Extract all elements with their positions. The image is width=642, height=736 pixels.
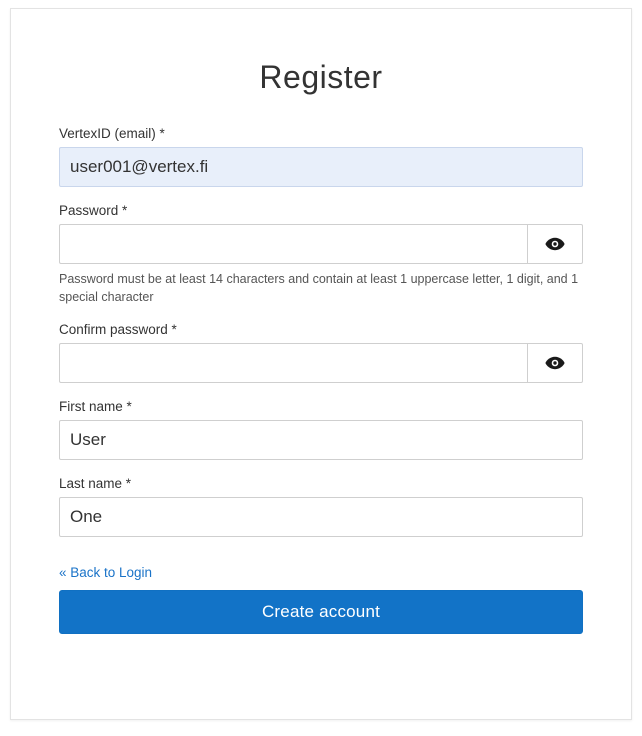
register-card-inner (11, 9, 631, 634)
first-name-input[interactable] (59, 420, 583, 460)
password-label: Password * (59, 203, 128, 218)
confirm-password-label: Confirm password * (59, 322, 177, 338)
field-vertexid (59, 126, 583, 187)
confirm-password-input-wrap (59, 343, 583, 383)
field-password (59, 203, 583, 306)
first-name-input-wrap (59, 420, 583, 460)
field-confirm-password (59, 322, 583, 383)
confirm-password-visibility-toggle[interactable] (527, 343, 583, 383)
password-visibility-toggle[interactable] (527, 224, 583, 264)
page-title: Register (259, 59, 383, 95)
last-name-label: Last name * (59, 476, 132, 492)
eye-icon (545, 356, 565, 370)
password-input[interactable] (59, 224, 527, 264)
password-help-text: Password must be at least 14 characters and contain at least 1 uppercase letter, 1 digit, and 1 special character (59, 272, 579, 305)
password-input-wrap (59, 224, 583, 264)
vertexid-label: VertexID (email) * (59, 126, 165, 141)
register-card (10, 8, 632, 720)
last-name-input-wrap (59, 497, 583, 537)
vertexid-input-wrap (59, 147, 583, 187)
vertexid-input[interactable] (59, 147, 583, 187)
field-first-name (59, 399, 583, 460)
field-last-name (59, 476, 583, 537)
first-name-label: First name * (59, 399, 132, 415)
last-name-input[interactable] (59, 497, 583, 537)
create-account-button[interactable]: Create account (59, 590, 583, 634)
confirm-password-input[interactable] (59, 343, 527, 383)
eye-icon (545, 237, 565, 251)
back-to-login-link[interactable]: « Back to Login (59, 565, 153, 581)
